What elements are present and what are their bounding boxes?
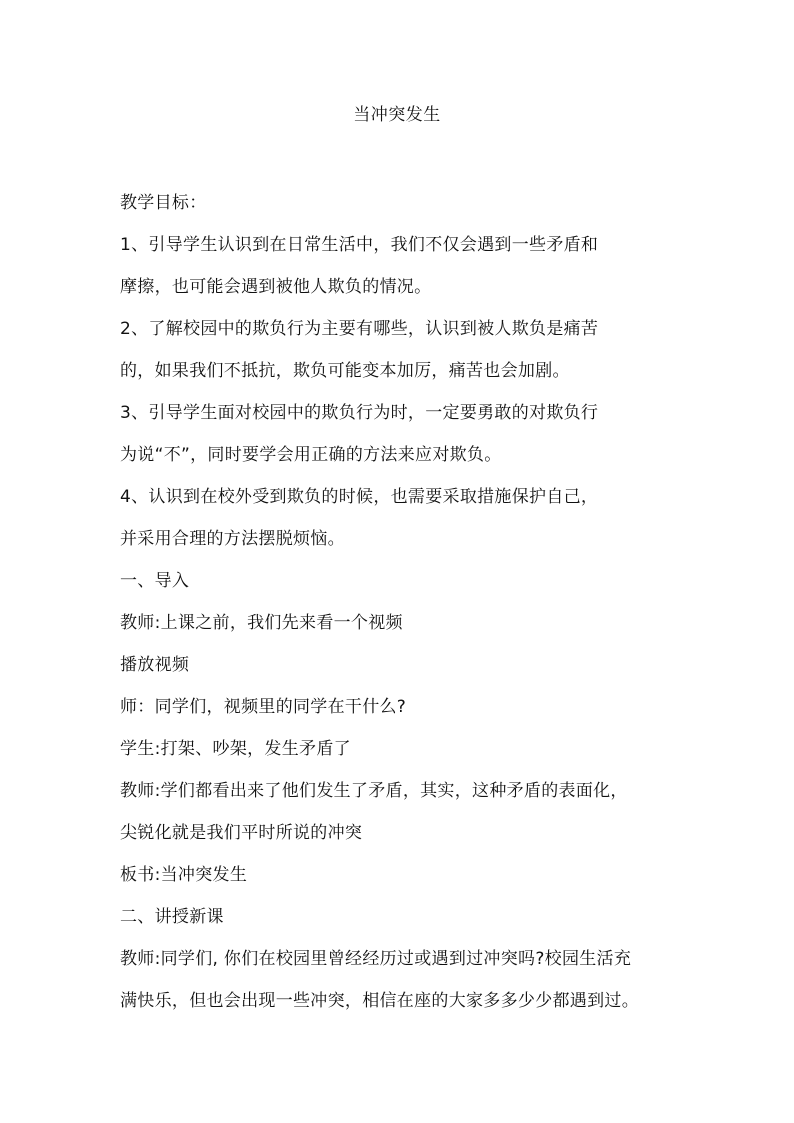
text-line-objective-4a: 4、认识到在校外受到欺负的时候，也需要采取措施保护自己， xyxy=(120,487,599,507)
text-line-play-video: 播放视频 xyxy=(120,655,190,675)
text-line-objective-4b: 并采用合理的方法摆脱烦恼。 xyxy=(120,529,345,549)
text-line-objective-2a: 2、了解校园中的欺负行为主要有哪些，认识到被人欺负是痛苦 xyxy=(120,319,599,339)
text-line-objective-2b: 的，如果我们不抵抗，欺负可能变本加厉，痛苦也会加剧。 xyxy=(120,361,570,381)
section-heading-new-lesson: 二、讲授新课 xyxy=(120,907,224,927)
text-line-teacher-2b: 尖锐化就是我们平时所说的冲突 xyxy=(120,823,363,843)
text-line-teacher-3b: 满快乐，但也会出现一些冲突，相信在座的大家多多少少都遇到过。 xyxy=(120,991,639,1011)
text-line-objective-3b: 为说“不”，同时要学会用正确的方法来应对欺负。 xyxy=(120,445,502,465)
page-title: 当冲突发生 xyxy=(353,105,441,125)
text-line-objective-1a: 1、引导学生认识到在日常生活中，我们不仅会遇到一些矛盾和 xyxy=(120,235,599,255)
text-line-objectives-heading: 教学目标： xyxy=(120,193,207,213)
text-line-teacher-2a: 教师:学们都看出来了他们发生了矛盾，其实，这种矛盾的表面化， xyxy=(120,781,628,801)
text-line-teacher-1: 教师:上课之前，我们先来看一个视频 xyxy=(120,613,403,633)
section-heading-intro: 一、导入 xyxy=(120,571,190,591)
text-line-teacher-question: 师：同学们，视频里的同学在干什么? xyxy=(120,697,407,717)
text-line-objective-3a: 3、引导学生面对校园中的欺负行为时，一定要勇敢的对欺负行 xyxy=(120,403,599,423)
text-line-blackboard: 板书:当冲突发生 xyxy=(120,865,248,885)
text-line-teacher-3a: 教师:同学们, 你们在校园里曾经经历过或遇到过冲突吗?校园生活充 xyxy=(120,949,632,969)
text-line-student-answer: 学生:打架、吵架，发生矛盾了 xyxy=(120,739,351,759)
text-line-objective-1b: 摩擦，也可能会遇到被他人欺负的情况。 xyxy=(120,277,432,297)
